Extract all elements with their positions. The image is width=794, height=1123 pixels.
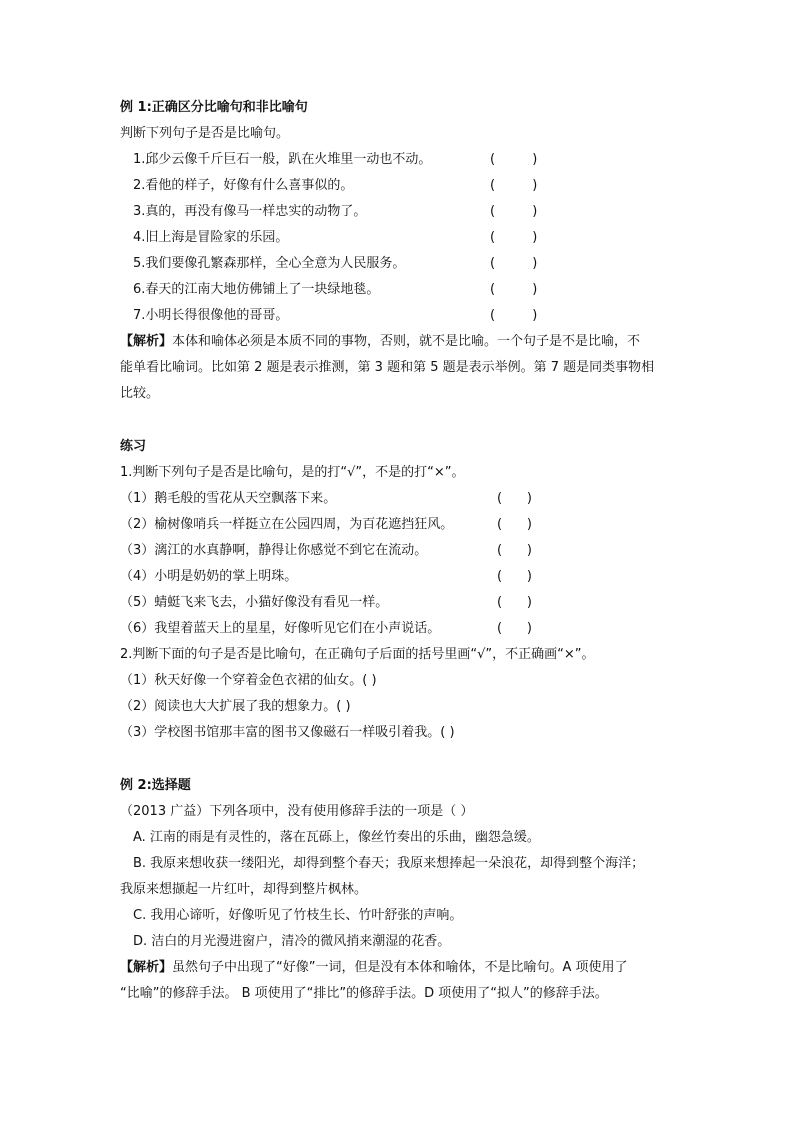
example2-analysis-line-2: “比喻”的修辞手法。 B 项使用了“排比”的修辞手法。D 项使用了“拟人”的修辞手法。	[120, 986, 608, 1001]
answer-paren: ( )	[497, 621, 532, 636]
practice-q1-item-1: （1）鹅毛般的雪花从天空飘落下来。	[120, 491, 337, 506]
example1-item-5: 5.我们要像孔繁森那样，全心全意为人民服务。	[133, 256, 406, 271]
answer-paren: ( )	[497, 491, 532, 506]
example1-item-2: 2.看他的样子，好像有什么喜事似的。	[133, 178, 354, 193]
analysis-tag: 【解析】	[120, 960, 173, 975]
answer-paren: ( )	[490, 178, 538, 193]
answer-paren: ( )	[490, 204, 538, 219]
practice-q1-stem: 1.判断下列句子是否是比喻句，是的打“√”，不是的打“×”。	[120, 465, 465, 480]
practice-title: 练习	[120, 439, 147, 454]
answer-paren: ( )	[490, 256, 538, 271]
practice-q1-item-5: （5）蜻蜓飞来飞去，小猫好像没有看见一样。	[120, 595, 389, 610]
practice-q1-item-6: （6）我望着蓝天上的星星，好像听见它们在小声说话。	[120, 621, 441, 636]
answer-paren: ( )	[497, 595, 532, 610]
analysis-tag: 【解析】	[120, 334, 173, 349]
example2-title: 例 2:选择题	[120, 778, 191, 793]
example1-analysis-line-2: 能单看比喻词。比如第 2 题是表示推测，第 3 题和第 5 题是表示举例。第 7 题是同类事物相	[120, 360, 655, 375]
practice-q2-item-3: （3）学校图书馆那丰富的图书又像磁石一样吸引着我。( )	[120, 725, 455, 740]
example1-analysis-line-1: 【解析】本体和喻体必须是本质不同的事物，否则，就不是比喻。一个句子是不是比喻，不	[120, 334, 641, 349]
practice-q1-item-2: （2）榆树像哨兵一样挺立在公园四周，为百花遮挡狂风。	[120, 517, 454, 532]
example1-item-6: 6.春天的江南大地仿佛铺上了一块绿地毯。	[133, 282, 380, 297]
practice-q2-stem: 2.判断下面的句子是否是比喻句，在正确句子后面的括号里画“√”，不正确画“×”。	[120, 647, 595, 662]
example1-item-3: 3.真的，再没有像马一样忠实的动物了。	[133, 204, 367, 219]
example2-option-d: D. 洁白的月光漫进窗户，清冷的微风捎来潮湿的花香。	[133, 934, 451, 949]
answer-paren: ( )	[490, 152, 538, 167]
example1-item-7: 7.小明长得很像他的哥哥。	[133, 308, 289, 323]
example2-analysis-line-1: 【解析】虽然句子中出现了“好像”一词，但是没有本体和喻体，不是比喻句。A 项使用了	[120, 960, 628, 975]
example2-option-a: A. 江南的雨是有灵性的，落在瓦砾上，像丝竹奏出的乐曲，幽怨急缓。	[133, 830, 540, 845]
answer-paren: ( )	[497, 543, 532, 558]
practice-q2-item-1: （1）秋天好像一个穿着金色衣裙的仙女。( )	[120, 673, 377, 688]
example1-title: 例 1:正确区分比喻句和非比喻句	[120, 100, 308, 115]
example1-item-4: 4.旧上海是冒险家的乐园。	[133, 230, 289, 245]
practice-q1-item-3: （3）漓江的水真静啊，静得让你感觉不到它在流动。	[120, 543, 428, 558]
example2-question: （2013 广益）下列各项中，没有使用修辞手法的一项是（ ）	[120, 804, 474, 819]
answer-paren: ( )	[497, 517, 532, 532]
practice-q1-item-4: （4）小明是奶奶的掌上明珠。	[120, 569, 298, 584]
example2-option-c: C. 我用心谛听，好像听见了竹枝生长、竹叶舒张的声响。	[133, 908, 463, 923]
answer-paren: ( )	[490, 308, 538, 323]
example1-instruction: 判断下列句子是否是比喻句。	[120, 126, 290, 141]
answer-paren: ( )	[490, 282, 538, 297]
answer-paren: ( )	[497, 569, 532, 584]
example1-analysis-line-3: 比较。	[120, 386, 160, 401]
example1-item-1: 1.邱少云像千斤巨石一般，趴在火堆里一动也不动。	[133, 152, 432, 167]
practice-q2-item-2: （2）阅读也大大扩展了我的想象力。( )	[120, 699, 351, 714]
example2-option-b: B. 我原来想收获一缕阳光，却得到整个春天；我原来想捧起一朵浪花，却得到整个海洋；	[133, 856, 645, 871]
example2-option-b-cont: 我原来想撷起一片红叶，却得到整片枫林。	[120, 882, 368, 897]
answer-paren: ( )	[490, 230, 538, 245]
